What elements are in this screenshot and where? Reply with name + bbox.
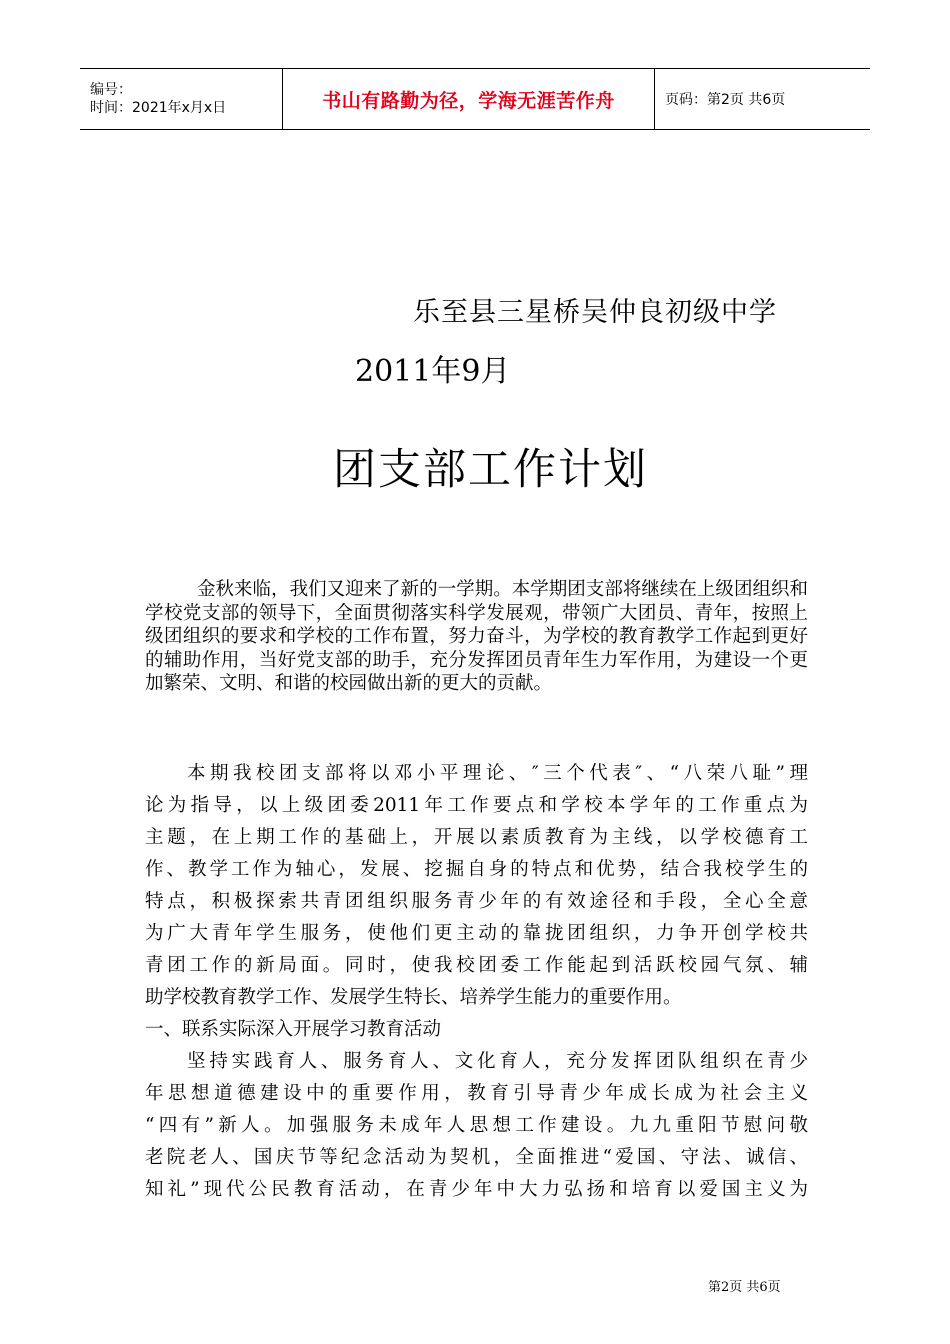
- body-line: “四有”新人。加强服务未成年人思想工作建设。九九重阳节慰问敬: [145, 1115, 808, 1136]
- body-text: [145, 758, 808, 1206]
- section-heading: 一、联系实际深入开展学习教育活动: [145, 1019, 442, 1040]
- header-page-code: 页码：第2页 共6页: [665, 92, 786, 108]
- page-footer: 第2页 共6页: [708, 1280, 781, 1295]
- intro-paragraph: 金秋来临，我们又迎来了新的一学期。本学期团支部将继续在上级团组织和学校党支部的领导下，全面贯彻落实科学发展观，带领广大团员、青年，按照上级团组织的要求和学校的工作布置，努力奋斗，为学校的教育教学工作起到更好的辅助作用，当好党支部的助手，充分发挥团员青年生力军作用，为建设一个更加繁荣、文明、和谐的校园做出新的更大的贡献。: [145, 579, 808, 694]
- body-line: 青团工作的新局面。同时，使我校团委工作能起到活跃校园气氛、辅: [145, 955, 808, 976]
- header-left-cell: [80, 69, 282, 129]
- body-line: 老院老人、国庆节等纪念活动为契机，全面推进“爱国、守法、诚信、: [145, 1147, 808, 1168]
- body-line: 知礼”现代公民教育活动，在青少年中大力弘扬和培育以爱国主义为: [145, 1179, 808, 1200]
- document-number-label: 编号：: [90, 82, 132, 98]
- page-title: 团支部工作计划: [333, 445, 648, 495]
- body-line: 本期我校团支部将以邓小平理论、″三个代表″、“八荣八耻”理: [187, 763, 808, 784]
- document-time-label: 时间：2021年x月x日: [90, 100, 227, 116]
- body-line: 坚持实践育人、服务育人、文化育人，充分发挥团队组织在青少: [187, 1051, 808, 1072]
- body-line: 论为指导，以上级团委2011年工作要点和学校本学年的工作重点为: [145, 795, 808, 816]
- body-line: 作、教学工作为轴心，发展、挖掘自身的特点和优势，结合我校学生的: [145, 859, 808, 880]
- body-line: 年思想道德建设中的重要作用，教育引导青少年成长成为社会主义: [145, 1083, 808, 1104]
- header-table: [80, 68, 870, 130]
- body-line: 特点，积极探索共青团组织服务青少年的有效途径和手段，全心全意: [145, 891, 808, 912]
- header-motto: 书山有路勤为径，学海无涯苦作舟: [282, 69, 655, 129]
- document-date: 2011年9月: [355, 354, 511, 389]
- body-line: 为广大青年学生服务，使他们更主动的靠拢团组织，力争开创学校共: [145, 923, 808, 944]
- body-line: 助学校教育教学工作、发展学生特长、培养学生能力的重要作用。: [145, 987, 682, 1008]
- school-name: 乐至县三星桥吴仲良初级中学: [413, 297, 777, 328]
- body-line: 主题，在上期工作的基础上，开展以素质教育为主线，以学校德育工: [145, 827, 808, 848]
